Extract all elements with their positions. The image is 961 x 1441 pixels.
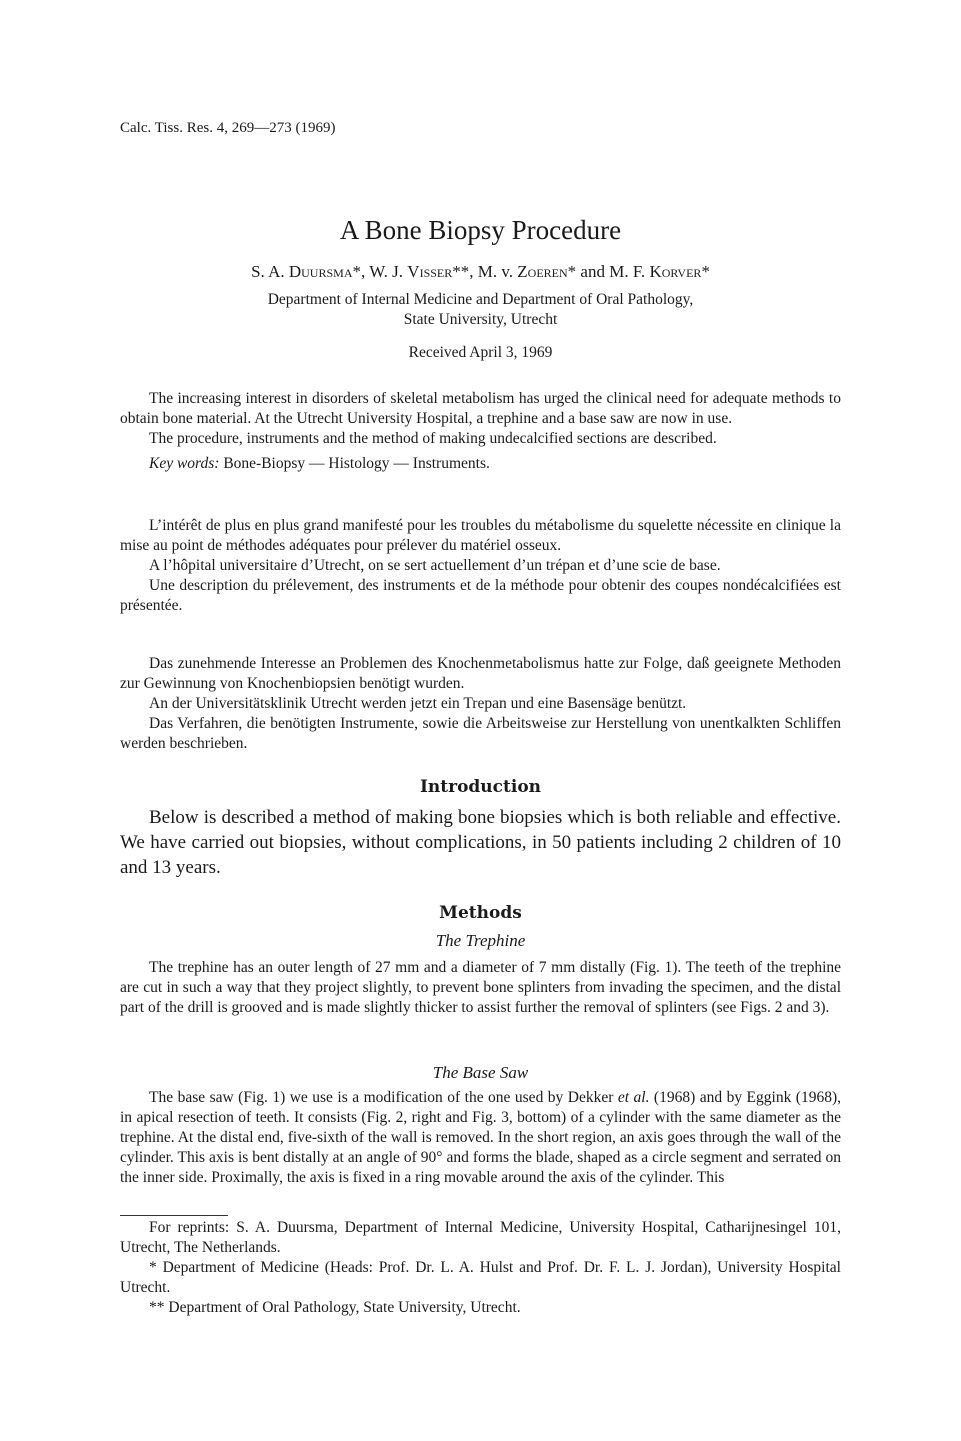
abstract-paragraph: L’intérêt de plus en plus grand manifesté pour les troubles du métabolisme du squelette nécessite en clinique la mise au point de méthodes adéquates pour prélever du matériel osseux. bbox=[120, 517, 841, 554]
keywords-label: Key words: bbox=[149, 455, 220, 472]
author-surname: Korver bbox=[649, 262, 702, 281]
section-heading-methods: Methods bbox=[439, 903, 522, 923]
received-date: Received April 3, 1969 bbox=[408, 344, 553, 361]
abstract-paragraph: The increasing interest in disorders of skeletal metabolism has urged the clinical need for adequate methods to obtain bone material. At the Utrecht University Hospital, a trephine and a base saw are now in use. bbox=[120, 390, 841, 427]
footnote-reprints: For reprints: S. A. Duursma, Department of Internal Medicine, University Hospital, Catharijnesingel 101, Utrecht, The Netherlands. bbox=[120, 1219, 841, 1256]
author-list bbox=[120, 262, 841, 282]
subsection-heading-trephine: The Trephine bbox=[435, 931, 526, 950]
base-saw-body bbox=[120, 1088, 841, 1188]
abstract-paragraph: The procedure, instruments and the method of making undecalcified sections are described. bbox=[149, 430, 717, 447]
abstract-german bbox=[120, 654, 841, 754]
body-paragraph: Below is described a method of making bone biopsies which is both reliable and effective. We have carried out biopsies, without complications, in 50 patients including 2 children of 10 and 13 years. bbox=[120, 807, 841, 878]
paper-title: A Bone Biopsy Procedure bbox=[339, 215, 622, 245]
affiliation bbox=[120, 290, 841, 330]
section-heading-introduction: Introduction bbox=[419, 777, 542, 797]
author-initials: W. J. bbox=[369, 262, 408, 281]
abstract-english bbox=[120, 389, 841, 474]
author-initials: M. F. bbox=[609, 262, 650, 281]
subsection-heading-base-saw: The Base Saw bbox=[432, 1063, 529, 1082]
abstract-paragraph: Une description du prélevement, des instruments et de la méthode pour obtenir des coupes nondécalcifiées est présentée. bbox=[120, 577, 841, 614]
abstract-french bbox=[120, 516, 841, 616]
body-paragraph bbox=[120, 1088, 841, 1188]
affiliation-line: Department of Internal Medicine and Department of Oral Pathology, bbox=[267, 291, 694, 308]
footnote-divider bbox=[120, 1215, 228, 1216]
author-surname: Duursma bbox=[288, 262, 353, 281]
abstract-paragraph: Das zunehmende Interesse an Problemen des Knochenmetabolismus hatte zur Folge, daß geeignete Methoden zur Gewinnung von Knochenbiopsien benötigt wurden. bbox=[120, 655, 841, 692]
keywords bbox=[120, 454, 841, 474]
author-mark: **, bbox=[452, 262, 478, 281]
abstract-paragraph: A l’hôpital universitaire d’Utrecht, on se sert actuellement d’un trépan et d’une scie de base. bbox=[149, 557, 721, 574]
author-initials: M. v. bbox=[477, 262, 518, 281]
abstract-paragraph: Das Verfahren, die benötigten Instrumente, sowie die Arbeitsweise zur Herstellung von unentkalkten Schliffen werden beschrieben. bbox=[120, 715, 841, 752]
footnote-double-star: ** Department of Oral Pathology, State University, Utrecht. bbox=[149, 1299, 521, 1316]
abstract-paragraph: An der Universitätsklinik Utrecht werden jetzt ein Trepan und eine Basensäge benützt. bbox=[149, 695, 687, 712]
keywords-list: Bone-Biopsy — Histology — Instruments. bbox=[219, 455, 490, 472]
author-mark: * bbox=[701, 262, 710, 281]
journal-citation: Calc. Tiss. Res. 4, 269—273 (1969) bbox=[120, 120, 336, 136]
author-mark: *, bbox=[352, 262, 370, 281]
author-mark: * and bbox=[567, 262, 610, 281]
body-text-italic: et al. bbox=[617, 1089, 650, 1106]
footnote-single-star: * Department of Medicine (Heads: Prof. Dr. L. A. Hulst and Prof. Dr. F. L. J. Jordan), University Hospital Utrecht. bbox=[120, 1259, 841, 1296]
introduction-body bbox=[120, 805, 841, 880]
affiliation-line: State University, Utrecht bbox=[403, 311, 558, 328]
author-surname: Visser bbox=[407, 262, 453, 281]
body-paragraph: The trephine has an outer length of 27 mm and a diameter of 7 mm distally (Fig. 1). The teeth of the trephine are cut in such a way that they project slightly, to prevent bone splinters from invading the specimen, and the distal part of the drill is grooved and is made slightly thicker to assist further the removal of splinters (see Figs. 2 and 3). bbox=[120, 959, 841, 1016]
trephine-body bbox=[120, 958, 841, 1018]
body-text: The base saw (Fig. 1) we use is a modification of the one used by Dekker bbox=[149, 1089, 618, 1106]
author-initials: S. A. bbox=[251, 262, 289, 281]
author-surname: Zoeren bbox=[517, 262, 568, 281]
footnotes bbox=[120, 1218, 841, 1318]
body-text: (1968) and by Eggink (1968), in apical resection of teeth. It consists (Fig. 2, right and Fig. 3, bottom) of a cylinder with the same diameter as the trephine. At the distal end, five-sixth of the wall is removed. In the short region, an axis goes through the wall of the cylinder. This axis is bent distally at an angle of 90° and forms the blade, shaped as a circle segment and serrated on the inner side. Proximally, the axis is fixed in a ring movable around the axis of the cylinder. This bbox=[120, 1089, 841, 1186]
